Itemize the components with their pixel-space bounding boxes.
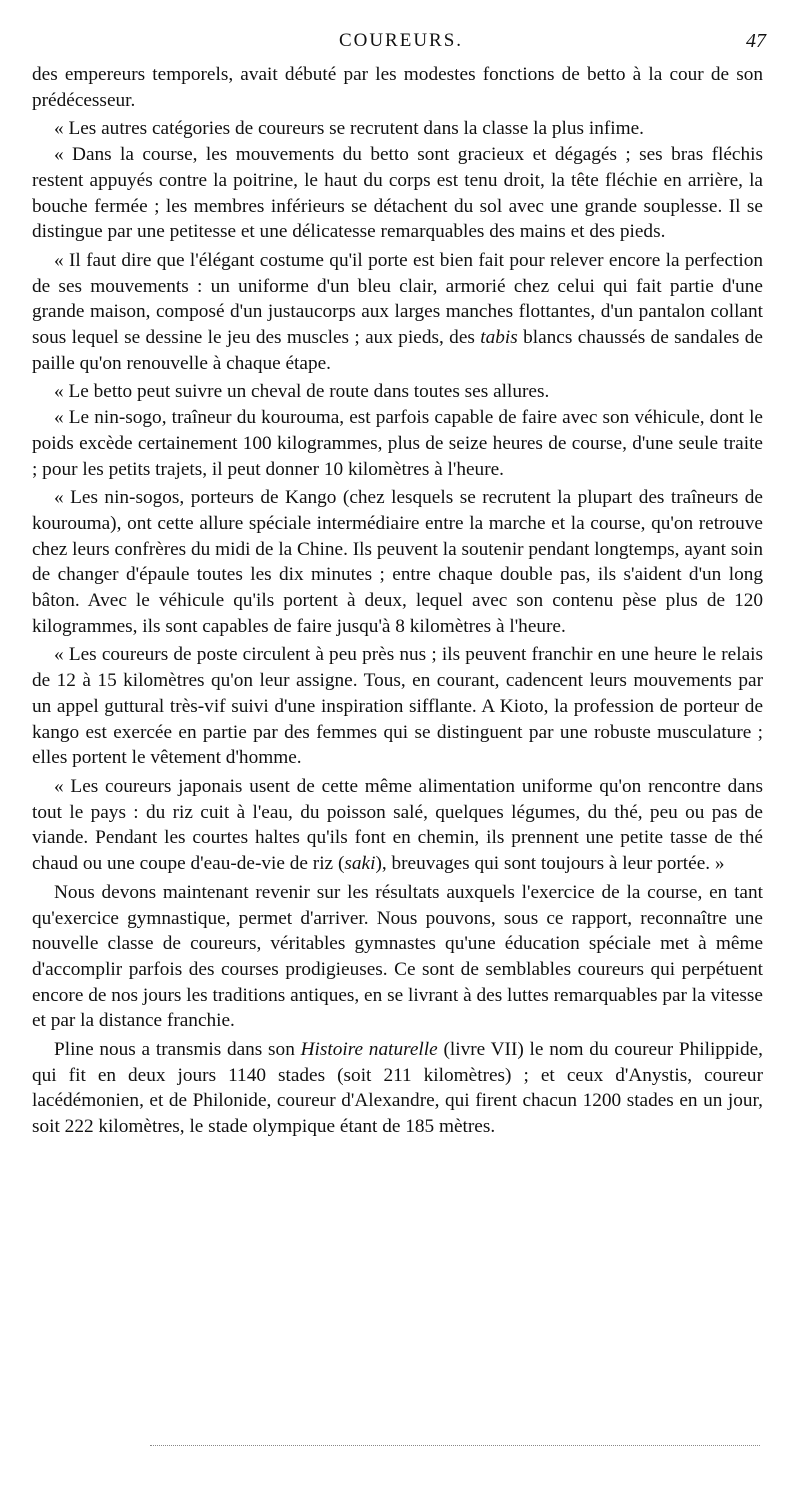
- text-run: blancs chaussés de sandales de paille qu'on renouvelle à chaque étape.: [32, 327, 763, 374]
- paragraph: « Le betto peut suivre un cheval de route dans toutes ses allures.: [54, 381, 550, 403]
- paragraph: « Le nin-sogo, traîneur du kourouma, est parfois capable de faire avec son véhicule, dont le poids excède certainement 100 kilogrammes, plus de seize heures de course, d'une seule traite ; pour les petits trajets, il peut donner 10 kilomètres à l'heure.: [32, 407, 763, 480]
- italic-term: Histoire naturelle: [300, 1039, 438, 1061]
- running-title: COUREURS.: [338, 30, 464, 51]
- body-text: [32, 62, 763, 1140]
- text-run: « Les coureurs japonais usent de cette même alimentation uniforme qu'on rencontre dans tout le pays : du riz cuit à l'eau, du poisson salé, quelques légumes, du thé, peu ou pas de viande. Pendant les courtes haltes qu'ils font en chemin, ils prennent une petite tasse de thé chaud ou une coupe d'eau-de-vie de riz (: [32, 775, 763, 875]
- paragraph: [32, 1037, 763, 1140]
- page-number: 47: [746, 30, 766, 52]
- text-run: ), breuvages qui sont toujours à leur portée. »: [375, 853, 725, 875]
- paragraph: Nous devons maintenant revenir sur les résultats auxquels l'exercice de la course, en tant qu'exercice gymnastique, permet d'arriver. Nous pouvons, sous ce rapport, reconnaître une nouvelle classe de coureurs, véritables gymnastes qu'une éducation spéciale met à même d'accomplir parfois des courses prodigieuses. Ce sont de semblables coureurs qui perpétuent encore de nos jours les traditions antiques, en se livrant à des luttes remarquables par la vitesse et par la distance franchie.: [32, 881, 763, 1032]
- paragraph: « Les autres catégories de coureurs se recrutent dans la classe la plus infime.: [54, 118, 644, 140]
- text-run: « Il faut dire que l'élégant costume qu'il porte est bien fait pour relever encore la perfection de ses mouvements : un uniforme d'un bleu clair, armorié chez celui qui fait partie d'une grande maison, composé d'un justaucorps aux larges manches flottantes, d'un pantalon collant sous lequel se dessine le jeu des muscles ; aux pieds, des: [32, 249, 763, 349]
- italic-term: saki: [344, 853, 376, 875]
- footer-dotted-rule: [150, 1445, 760, 1446]
- paragraph: « Dans la course, les mouvements du betto sont gracieux et dégagés ; ses bras fléchis restent appuyés contre la poitrine, le haut du corps est tenu droit, la tête fléchie en arrière, la bouche fermée ; les membres inférieurs se détachent du sol avec une grande souplesse. Il se distingue par une petitesse et une délicatesse remarquables des mains et des pieds.: [32, 144, 763, 243]
- italic-term: tabis: [480, 327, 518, 349]
- paragraph: [32, 774, 763, 877]
- text-run: Pline nous a transmis dans son: [54, 1039, 301, 1061]
- paragraph: « Les nin-sogos, porteurs de Kango (chez lesquels se recrutent la plupart des traîneurs de kourouma), ont cette allure spéciale intermédiaire entre la marche et la course, qu'on retrouve chez leurs confrères du midi de la Chine. Ils peuvent la soutenir pendant longtemps, ayant soin de changer d'épaule toutes les dix minutes ; entre chaque double pas, ils s'aident d'un long bâton. Avec le véhicule qu'ils portent à deux, lequel avec son contenu pèse plus de 120 kilogrammes, ils sont capables de faire jusqu'à 8 kilomètres à l'heure.: [32, 487, 763, 637]
- paragraph: [32, 248, 763, 377]
- text-run: (livre VII) le nom du coureur Philippide, qui fit en deux jours 1140 stades (soit 211 kilomètres) ; et ceux d'Anystis, coureur lacédémonien, et de Philonide, coureur d'Alexandre, qui firent chacun 1200 stades en un jour, soit 222 kilomètres, le stade olympique étant de 185 mètres.: [32, 1039, 763, 1138]
- running-head: [32, 28, 770, 54]
- paragraph: des empereurs temporels, avait débuté par les modestes fonctions de betto à la cour de son prédécesseur.: [32, 64, 763, 111]
- paragraph: « Les coureurs de poste circulent à peu près nus ; ils peuvent franchir en une heure le relais de 12 à 15 kilomètres qu'on leur assigne. Tous, en courant, cadencent leurs mouvements par un appel guttural très-vif suivi d'une inspiration sifflante. A Kioto, la profession de porteur de kango est exercée en partie par des femmes qui se distinguent par une robuste musculature ; elles portent le vêtement d'homme.: [32, 644, 763, 769]
